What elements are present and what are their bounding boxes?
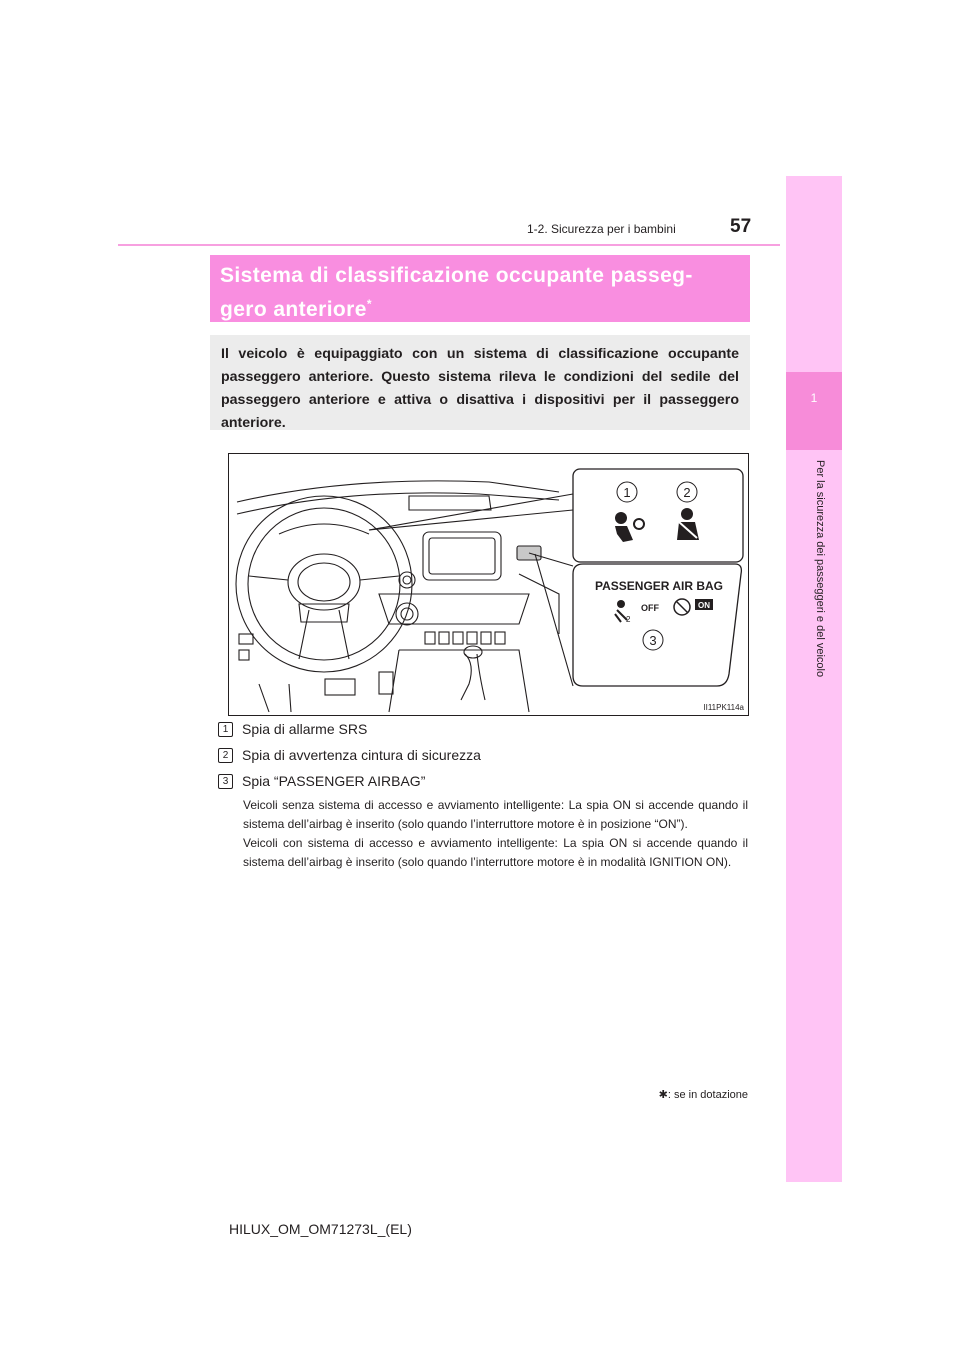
asterisk-icon: *	[366, 297, 372, 311]
section-title: 1-2. Sicurezza per i bambini	[527, 222, 676, 236]
off-label: OFF	[641, 603, 659, 613]
item-number: 3	[218, 774, 233, 789]
callout-2: 2	[683, 485, 691, 500]
dashboard-drawing	[229, 454, 748, 715]
callout-3: 3	[649, 633, 657, 648]
list-item	[218, 742, 758, 768]
note-paragraph-2: Veicoli con sistema di accesso e avviamento intelligente: La spia ON si accende quando il sistema dell’airbag è inserito (solo quando l’interruttore motore è in modalità IGNITION ON).	[243, 836, 748, 869]
on-label: ON	[698, 601, 710, 610]
asterisk-icon: ✱	[658, 1089, 668, 1101]
list-item	[218, 716, 758, 742]
footnote	[659, 1088, 748, 1101]
list-item	[218, 768, 758, 794]
chapter-number-tab	[786, 372, 842, 450]
intro-box: Il veicolo è equipaggiato con un sistema di classificazione occupante passeggero anteriore. Questo sistema rileva le condizioni del sedile del passeggero anteriore e attiva o disattiva i dispositivi per il passeggero anteriore.	[210, 335, 750, 430]
footnote-text: : se in dotazione	[667, 1089, 748, 1101]
passenger-airbag-label: PASSENGER AIR BAG	[594, 579, 724, 593]
document-code: HILUX_OM_OM71273L_(EL)	[229, 1221, 412, 1237]
item-number: 1	[218, 722, 233, 737]
page-title	[210, 255, 750, 322]
header-divider	[118, 244, 780, 246]
svg-text:2: 2	[626, 615, 631, 624]
callout-1: 1	[623, 485, 631, 500]
chapter-number: 1	[810, 391, 818, 405]
dashboard-illustration	[228, 453, 749, 716]
item-number: 2	[218, 748, 233, 763]
indicator-list	[218, 716, 758, 794]
figure-code: II11PK114a	[703, 703, 744, 712]
item-label: Spia di allarme SRS	[242, 721, 368, 737]
title-line-1: Sistema di classificazione occupante passeg-	[220, 264, 693, 287]
note-paragraph-1: Veicoli senza sistema di accesso e avviamento intelligente: La spia ON si accende quando il sistema dell’airbag è inserito (solo quando l’interruttore motore è in posizione “ON”).	[243, 798, 748, 831]
note-text	[243, 796, 748, 872]
item-label: Spia “PASSENGER AIRBAG”	[242, 773, 426, 789]
page-number: 57	[730, 216, 752, 237]
title-line-2: gero anteriore	[220, 298, 367, 321]
item-label: Spia di avvertenza cintura di sicurezza	[242, 747, 481, 763]
chapter-title: Per la sicurezza dei passeggeri e del veicolo	[814, 460, 826, 678]
